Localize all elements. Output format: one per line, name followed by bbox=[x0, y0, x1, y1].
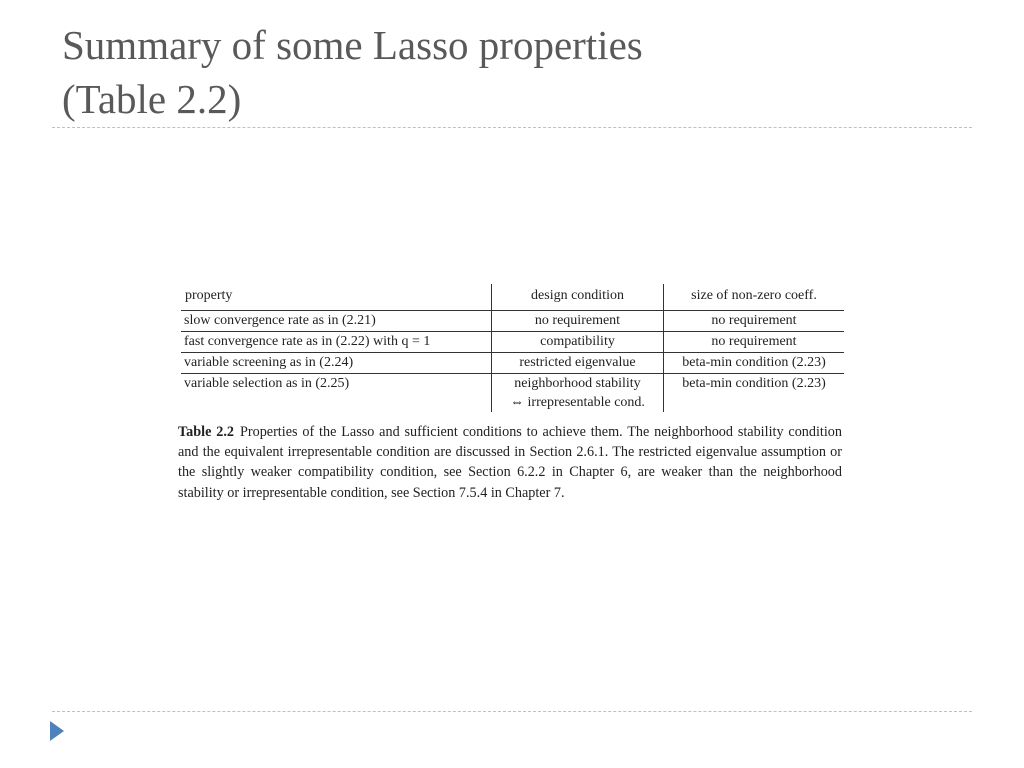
caption-label: Table 2.2 bbox=[178, 424, 234, 440]
table-row bbox=[181, 311, 844, 332]
caption-text: Properties of the Lasso and sufficient conditions to achieve them. The neighborhood stability condition and the equivalent irrepresentable condition are discussed in Section 2.6.1. The restricted eigenvalue assumption or the slightly weaker compatibility condition, see Section 6.2.2 in Chapter 6, are weaker than the neighborhood stability or irrepresentable condition, see Section 7.5.4 in Chapter 7. bbox=[178, 424, 842, 501]
footer-divider bbox=[52, 711, 972, 712]
design-condition-cell bbox=[492, 374, 664, 413]
table-row bbox=[181, 353, 844, 374]
design-condition-cell: compatibility bbox=[492, 332, 664, 353]
design-condition-cell: no requirement bbox=[492, 311, 664, 332]
coefficient-size-cell: beta-min condition (2.23) bbox=[664, 353, 845, 374]
title-divider bbox=[52, 127, 972, 128]
property-cell: variable selection as in (2.25) bbox=[184, 376, 350, 391]
property-cell: variable screening as in (2.24) bbox=[181, 353, 492, 374]
slide-title bbox=[62, 18, 962, 126]
coefficient-size-cell: beta-min condition (2.23) bbox=[664, 374, 845, 413]
lasso-properties-table bbox=[181, 284, 844, 412]
slide-title-line-1: Summary of some Lasso properties bbox=[62, 22, 643, 68]
design-condition-line-1: neighborhood stability bbox=[514, 376, 641, 391]
coefficient-size-cell: no requirement bbox=[664, 332, 845, 353]
coefficient-size-cell: no requirement bbox=[664, 311, 845, 332]
column-header-design-condition: design condition bbox=[492, 284, 664, 311]
property-cell: slow convergence rate as in (2.21) bbox=[181, 311, 492, 332]
property-cell: fast convergence rate as in (2.22) with q = 1 bbox=[181, 332, 492, 353]
slide-title-line-2: (Table 2.2) bbox=[62, 76, 242, 122]
table-header-row bbox=[181, 284, 844, 311]
table-figure bbox=[178, 284, 844, 517]
table-row bbox=[181, 374, 844, 413]
design-condition-line-2: ⇔ irrepresentable cond. bbox=[510, 395, 645, 410]
column-header-coefficient-size: size of non-zero coeff. bbox=[664, 284, 845, 311]
table-caption bbox=[178, 422, 842, 503]
column-header-property: property bbox=[181, 284, 492, 311]
play-arrow-icon[interactable] bbox=[50, 721, 64, 741]
design-condition-cell: restricted eigenvalue bbox=[492, 353, 664, 374]
table-row bbox=[181, 332, 844, 353]
